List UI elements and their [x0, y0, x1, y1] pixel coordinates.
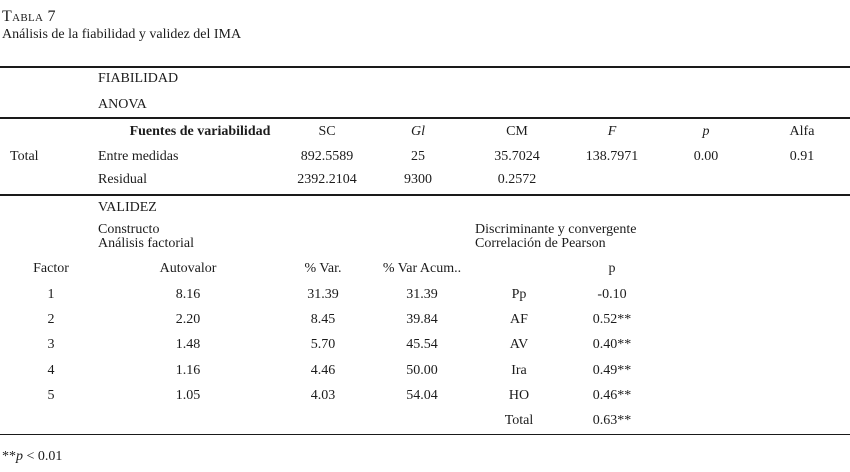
col-header-factor: Factor [33, 261, 69, 276]
var-acum-value: 39.84 [406, 312, 438, 327]
validez-heading: VALIDEZ [98, 200, 157, 215]
scale-label: AF [510, 312, 528, 327]
anova-p-value: 0.00 [693, 149, 719, 164]
autovalor-value: 1.16 [175, 363, 201, 378]
var-value: 31.39 [307, 287, 339, 302]
significance-footnote [2, 449, 62, 465]
anova-cm-value: 35.7024 [494, 149, 540, 164]
rule-top [0, 66, 850, 68]
rule-bottom [0, 434, 850, 435]
pearson-line1: Discriminante y convergente [475, 222, 637, 237]
pearson-r-value: 0.46** [592, 388, 632, 403]
scale-label: Ira [511, 363, 527, 378]
table-row [0, 287, 850, 303]
anova-f-value: 138.7971 [585, 149, 639, 164]
scale-label: HO [508, 388, 530, 403]
pearson-line2: Correlación de Pearson [475, 236, 606, 251]
anova-sc-value: 2392.2104 [297, 172, 357, 187]
table-caption: Análisis de la fiabilidad y validez del IMA [2, 27, 242, 42]
pearson-r-value: 0.63** [592, 413, 632, 428]
anova-header-row [0, 124, 850, 140]
anova-sc-value: 892.5589 [300, 149, 354, 164]
autovalor-value: 1.48 [175, 337, 201, 352]
rule-validez [0, 194, 850, 196]
table-row [0, 337, 850, 353]
constructo-line1: Constructo [98, 222, 160, 237]
pearson-subheading [475, 223, 636, 251]
factor-number: 1 [47, 287, 55, 302]
scale-label: Total [504, 413, 534, 428]
var-acum-value: 31.39 [406, 287, 438, 302]
var-acum-value: 54.04 [406, 388, 438, 403]
autovalor-value: 2.20 [175, 312, 201, 327]
pearson-r-value: 0.49** [592, 363, 632, 378]
anova-source: Entre medidas [98, 149, 179, 164]
table-row [0, 172, 850, 188]
col-header-var-acum: % Var Acum.. [382, 261, 462, 276]
col-header-pearson-p: p [608, 261, 616, 276]
footnote-stars: ** [2, 449, 16, 464]
footnote-p: p [16, 449, 23, 464]
col-header-p: p [702, 124, 710, 139]
var-acum-value: 45.54 [406, 337, 438, 352]
col-header-f: F [607, 124, 617, 139]
footnote-threshold: < 0.01 [23, 449, 63, 464]
autovalor-value: 8.16 [175, 287, 201, 302]
col-header-sc: SC [318, 124, 336, 139]
table-row [0, 388, 850, 404]
factor-number: 5 [47, 388, 55, 403]
scale-label: AV [509, 337, 529, 352]
anova-cm-value: 0.2572 [497, 172, 537, 187]
anova-source: Residual [98, 172, 147, 187]
table-number: Tabla 7 [2, 8, 56, 25]
factor-number: 3 [47, 337, 55, 352]
var-value: 5.70 [310, 337, 336, 352]
table-row [0, 312, 850, 328]
pearson-r-value: -0.10 [597, 287, 627, 302]
factor-number: 4 [47, 363, 55, 378]
constructo-subheading [98, 223, 194, 251]
table-row [0, 413, 850, 429]
rule-anova-header [0, 117, 850, 119]
anova-gl-value: 9300 [404, 172, 432, 187]
col-header-autovalor: Autovalor [159, 261, 217, 276]
anova-heading: ANOVA [98, 97, 147, 112]
constructo-line2: Análisis factorial [98, 236, 195, 251]
col-header-fuentes: Fuentes de variabilidad [129, 124, 271, 139]
var-acum-value: 50.00 [406, 363, 438, 378]
table-row [0, 149, 850, 165]
pearson-r-value: 0.40** [592, 337, 632, 352]
var-value: 4.03 [310, 388, 336, 403]
anova-gl-value: 25 [411, 149, 425, 164]
anova-group-label [10, 172, 90, 188]
factor-number: 2 [47, 312, 55, 327]
anova-alfa-value: 0.91 [789, 149, 815, 164]
pearson-r-value: 0.52** [592, 312, 632, 327]
fiabilidad-heading: FIABILIDAD [98, 71, 179, 86]
scale-label: Pp [511, 287, 527, 302]
col-header-cm: CM [506, 124, 528, 139]
var-value: 4.46 [310, 363, 336, 378]
anova-group-label: Total [10, 149, 39, 164]
autovalor-value: 1.05 [175, 388, 201, 403]
col-header-alfa: Alfa [789, 124, 815, 139]
var-value: 8.45 [310, 312, 336, 327]
table-row [0, 363, 850, 379]
col-header-var: % Var. [304, 261, 342, 276]
col-header-gl: Gl [411, 124, 425, 139]
factorial-header-row [0, 261, 850, 277]
